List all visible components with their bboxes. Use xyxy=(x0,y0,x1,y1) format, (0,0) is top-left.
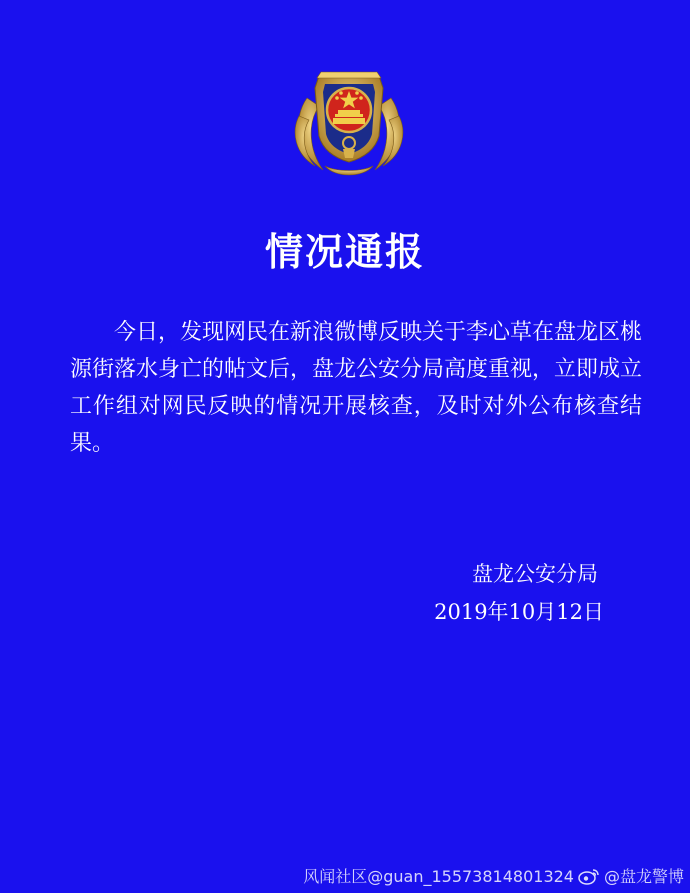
watermark-handle: @盘龙警博 xyxy=(603,867,684,886)
notice-body: 今日，发现网民在新浪微博反映关于李心草在盘龙区桃源街落水身亡的帖文后，盘龙公安分局高度重视，立即成立工作组对网民反映的情况开展核查，及时对外公布核查结果。 xyxy=(70,320,643,456)
police-emblem-icon xyxy=(289,58,409,186)
weibo-icon xyxy=(578,867,600,885)
watermark xyxy=(303,864,684,887)
watermark-source: 风闻社区@guan_15573814801324 xyxy=(303,867,574,886)
signature-block xyxy=(434,556,604,630)
notice-title: 情况通报 xyxy=(264,230,425,274)
signature-date: 2019年10月12日 xyxy=(434,600,604,624)
signature-org: 盘龙公安分局 xyxy=(472,562,598,586)
